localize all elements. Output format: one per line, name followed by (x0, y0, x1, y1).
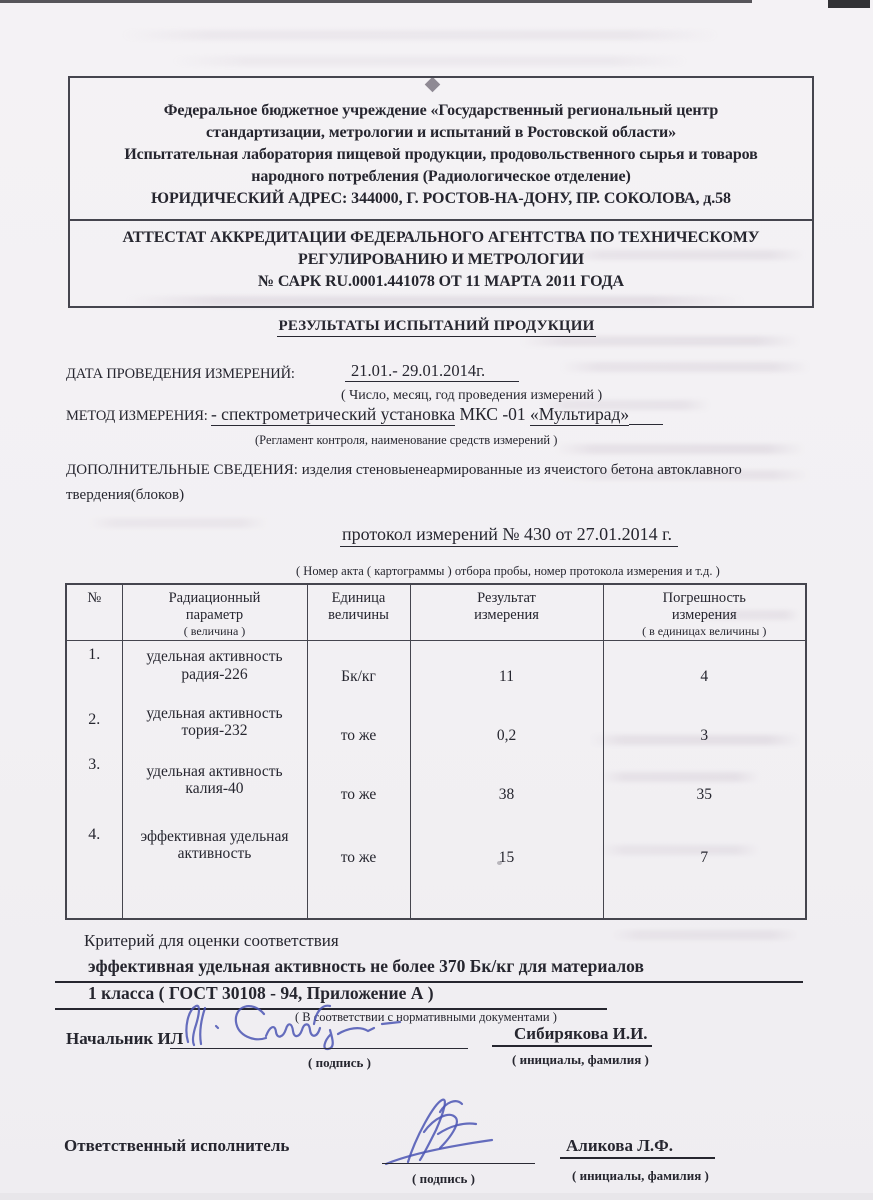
criteria-text-1: эффективная удельная активность не более 370 Бк/кг для материалов (88, 956, 644, 976)
org-name-line: народного потребления (Радиологическое отделение) (251, 168, 631, 185)
signatory-name-text: Аликова Л.Ф. (560, 1136, 715, 1159)
row-error: 35 (603, 753, 806, 820)
bleed-through-artifact (560, 362, 810, 372)
signatory-role-head: Начальник ИЛ (66, 1029, 184, 1048)
column-header-result: Результат измерения (410, 584, 603, 641)
row-parameter: эффективная удельная активность (122, 820, 307, 920)
row-error: 7 (603, 820, 806, 920)
row-result: 15 (410, 820, 603, 920)
accreditation-line: РЕГУЛИРОВАНИЮ И МЕТРОЛОГИИ (298, 251, 584, 268)
criteria-intro: Критерий для оценки соответствия (84, 931, 339, 950)
signature-caption: ( подпись ) (412, 1171, 475, 1186)
organization-name-block (70, 78, 812, 210)
method-label: МЕТОД ИЗМЕРЕНИЯ: (66, 408, 208, 424)
blank-underline (629, 407, 663, 426)
signatory-name-head (492, 1024, 652, 1044)
name-caption: ( инициалы, фамилия ) (512, 1052, 649, 1067)
handwritten-signature (178, 998, 408, 1050)
org-name-line: Испытательная лаборатория пищевой продукции, продовольственного сырья и товаров (124, 146, 758, 163)
row-number: 4. (88, 825, 101, 843)
row-error: 3 (603, 703, 806, 753)
signatory-name-executor (560, 1136, 715, 1156)
protocol-caption: ( Номер акта ( картограммы ) отбора пробы, номер протокола измерения и т.д. ) (296, 564, 720, 578)
scan-edge-artifact (0, 1193, 873, 1200)
scan-edge-artifact (0, 0, 752, 3)
table-header-row (66, 584, 806, 641)
criteria-caption: ( В соответствии с нормативными документами ) (295, 1010, 557, 1024)
row-parameter: удельная активность радия-226 (122, 641, 307, 703)
criteria-line-1 (55, 956, 803, 983)
row-number: 2. (88, 710, 101, 728)
document-title (0, 318, 873, 335)
org-name-line: Федеральное бюджетное учреждение «Государственный региональный центр (163, 102, 719, 119)
accreditation-block (70, 221, 812, 293)
additional-info-label: ДОПОЛНИТЕЛЬНЫЕ СВЕДЕНИЯ: (66, 462, 298, 478)
additional-info (66, 458, 746, 508)
row-number: 1. (88, 646, 101, 663)
row-unit: то же (307, 820, 410, 920)
column-header-parameter: Радиационный параметр ( величина ) (122, 584, 307, 641)
additional-info-value: изделия стеновыенеармированные из ячеистого бетона автоклавного твердения(блоков) (66, 462, 742, 503)
measurement-date-label: ДАТА ПРОВЕДЕНИЯ ИЗМЕРЕНИЙ: (66, 366, 295, 382)
method-value-part: МКС -01 (455, 404, 531, 424)
method-value (211, 404, 663, 424)
scan-corner-artifact (828, 0, 870, 8)
table-row (66, 820, 806, 920)
org-address-line: ЮРИДИЧЕСКИЙ АДРЕС: 344000, Г. РОСТОВ-НА-ДОНУ, ПР. СОКОЛОВА, д.58 (151, 190, 731, 207)
accreditation-number: № САРК RU.0001.441078 ОТ 11 МАРТА 2011 ГОДА (258, 273, 624, 290)
document-title-text: РЕЗУЛЬТАТЫ ИСПЫТАНИЙ ПРОДУКЦИИ (277, 318, 597, 337)
bleed-through-artifact (88, 518, 268, 528)
table-row (66, 641, 806, 703)
measurement-date-text: 21.01.- 29.01.2014г. (345, 361, 519, 382)
row-result: 38 (410, 753, 603, 820)
method-row (66, 404, 663, 425)
row-error: 4 (603, 641, 806, 703)
row-unit: то же (307, 753, 410, 820)
row-result: 0,2 (410, 703, 603, 753)
signature-line (382, 1163, 535, 1164)
row-result: 11 (410, 641, 603, 703)
method-caption: (Регламент контроля, наименование средств измерений ) (255, 433, 558, 447)
name-caption: ( инициалы, фамилия ) (572, 1168, 709, 1183)
letterhead-box (68, 76, 814, 308)
criteria-text-2: 1 класса ( ГОСТ 30108 - 94, Приложение А ) (88, 983, 434, 1003)
signatory-name-text: Сибирякова И.И. (492, 1024, 652, 1047)
accreditation-line: АТТЕСТАТ АККРЕДИТАЦИИ ФЕДЕРАЛЬНОГО АГЕНТСТВА ПО ТЕХНИЧЕСКОМУ (122, 229, 760, 246)
row-parameter: удельная активность тория-232 (122, 703, 307, 753)
results-table (65, 583, 807, 920)
column-header-unit: Единица величины (307, 584, 410, 641)
bleed-through-artifact (170, 56, 690, 66)
table-row (66, 703, 806, 753)
row-number: 3. (88, 755, 101, 773)
signature-line (170, 1048, 468, 1049)
row-parameter: удельная активность калия-40 (122, 753, 307, 820)
handwritten-signature (380, 1090, 540, 1170)
column-header-number: № (66, 584, 122, 641)
row-unit: Бк/кг (307, 641, 410, 703)
measurement-date-value (345, 361, 519, 381)
bleed-through-artifact (120, 30, 720, 40)
signature-caption: ( подпись ) (308, 1055, 371, 1070)
bleed-through-artifact (610, 930, 800, 940)
bleed-through-artifact (555, 444, 805, 454)
protocol-text: протокол измерений № 430 от 27.01.2014 г. (340, 524, 678, 547)
measurement-date-caption: ( Число, месяц, год проведения измерений ) (341, 388, 603, 403)
method-value-part: - спектрометрический установка (210, 404, 456, 424)
protocol-line (340, 524, 678, 545)
method-value-part: «Мультирад» (530, 404, 630, 424)
org-name-line: стандартизации, метрологии и испытаний в Ростовской области» (206, 124, 676, 141)
bleed-through-artifact (520, 336, 800, 346)
table-row (66, 753, 806, 820)
row-unit: то же (307, 703, 410, 753)
signatory-role-executor: Ответственный исполнитель (64, 1136, 290, 1155)
column-header-error: Погрешность измерения ( в единицах величины ) (603, 584, 806, 641)
